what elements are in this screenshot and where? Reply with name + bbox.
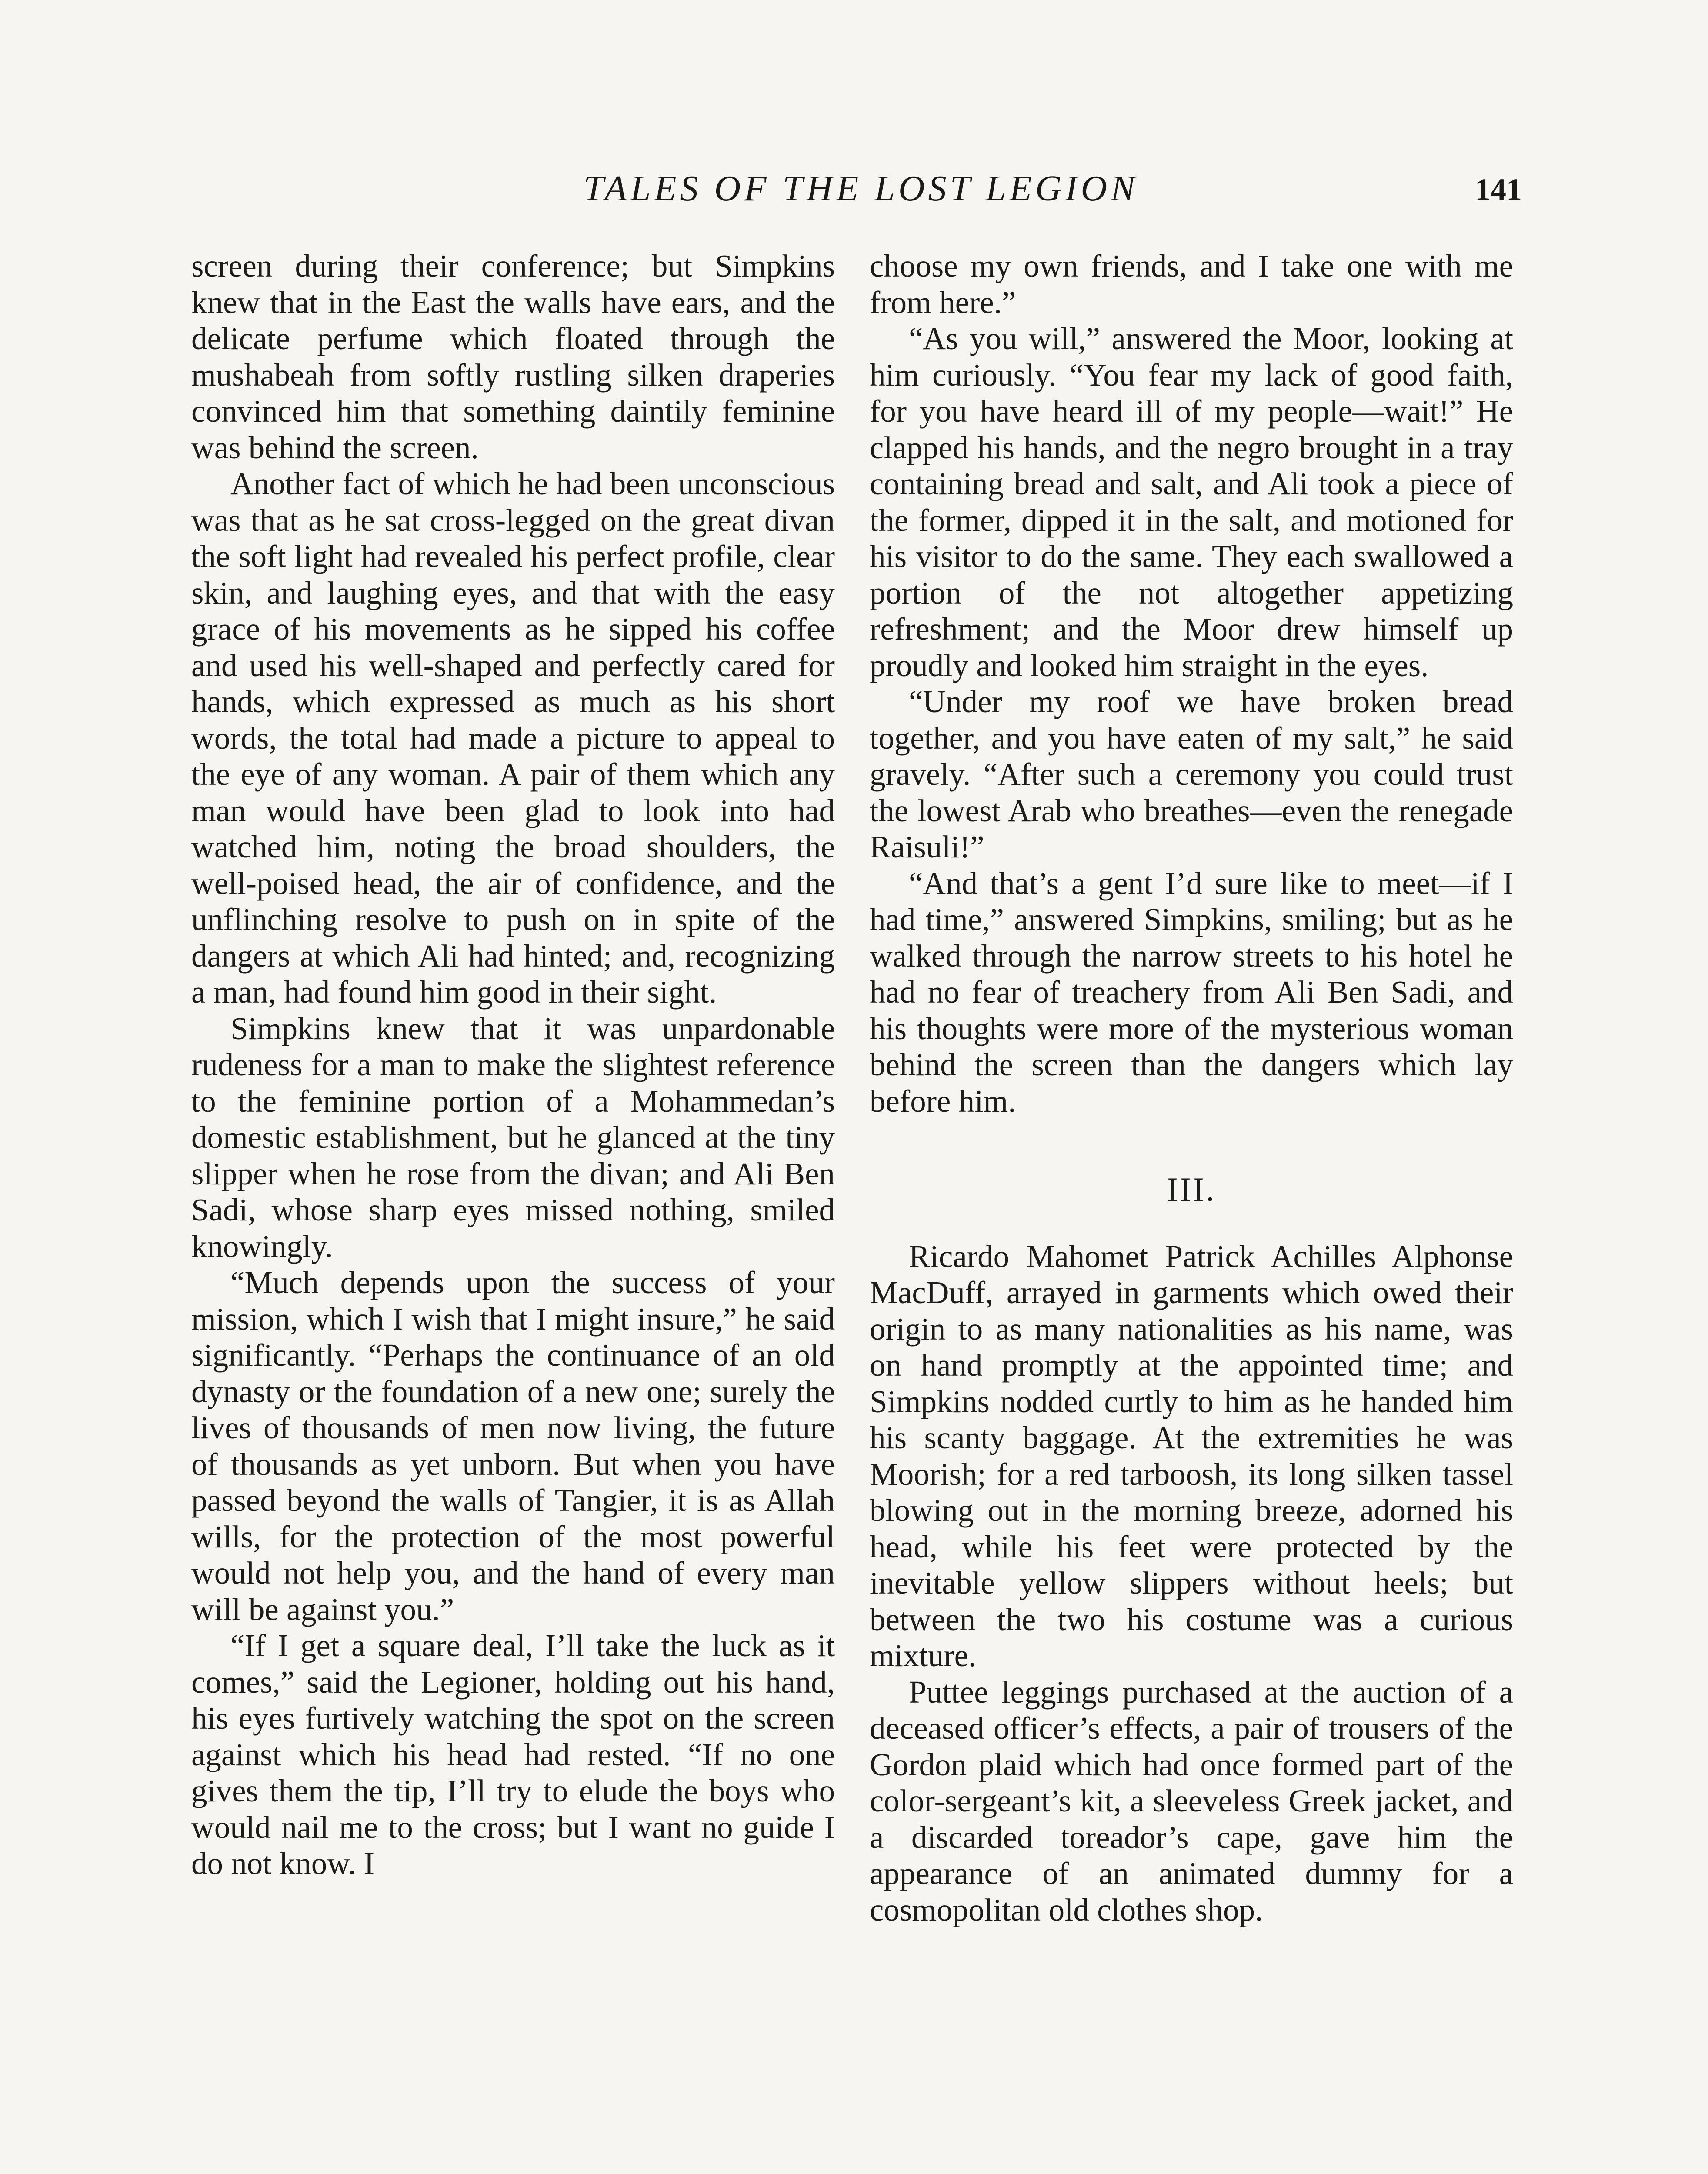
paragraph: “Under my roof we have broken bread together, and you have eaten of my salt,” he said gravely. “After such a ceremony you could trust the lowest Arab who breathes—even the renegade Raisuli!”	[870, 684, 1513, 864]
left-column	[191, 248, 835, 1882]
section-heading: III.	[1167, 1170, 1216, 1208]
paragraph: “Much depends upon the success of your mission, which I wish that I might insure,” he said significantly. “Perhaps the continuance of an old dynasty or the foundation of a new one; surely the lives of thousands of men now living, the future of thousands as yet unborn. But when you have passed beyond the walls of Tangier, it is as Allah wills, for the protection of the most powerful would not help you, and the hand of every man will be against you.”	[191, 1265, 835, 1627]
running-head-title: TALES OF THE LOST LEGION	[583, 168, 1139, 209]
paragraph: Puttee leggings purchased at the auction of a deceased officer’s effects, a pair of trousers of the Gordon plaid which had once formed part of the color-sergeant’s kit, a sleeveless Greek jacket, and a discarded toreador’s cape, gave him the appearance of an animated dummy for a cosmopolitan old clothes shop.	[870, 1674, 1513, 1927]
paragraph: “If I get a square deal, I’ll take the luck as it comes,” said the Legioner, holding out his hand, his eyes furtively watching the spot on the screen against which his head had rested. “If no one gives them the tip, I’ll try to elude the boys who would nail me to the cross; but I want no guide I do not know. I	[191, 1628, 835, 1881]
paragraph: “And that’s a gent I’d sure like to meet—if I had time,” answered Simpkins, smiling; but as he walked through the narrow streets to his hotel he had no fear of treachery from Ali Ben Sadi, and his thoughts were more of the mysterious woman behind the screen than the dangers which lay before him.	[870, 865, 1513, 1119]
paragraph: Ricardo Mahomet Patrick Achilles Alphonse MacDuff, arrayed in garments which owed their origin to as many nationalities as his name, was on hand promptly at the appointed time; and Simpkins nodded curtly to him as he handed him his scanty baggage. At the extremities he was Moorish; for a red tarboosh, its long silken tassel blowing out in the morning breeze, adorned his head, while his feet were protected by the inevitable yellow slippers without heels; but between the two his costume was a curious mixture.	[870, 1238, 1513, 1673]
paragraph: Simpkins knew that it was unpardonable rudeness for a man to make the slightest reference to the feminine portion of a Mohammedan’s domestic establishment, but he glanced at the tiny slipper when he rose from the divan; and Ali Ben Sadi, whose sharp eyes missed nothing, smiled knowingly.	[191, 1010, 835, 1264]
right-column	[870, 248, 1513, 1928]
paragraph: choose my own friends, and I take one with me from here.”	[870, 248, 1513, 320]
paragraph: screen during their conference; but Simpkins knew that in the East the walls have ears, and the delicate perfume which floated through the mushabeah from softly rustling silken draperies convinced him that something daintily feminine was behind the screen.	[191, 248, 835, 465]
paragraph: Another fact of which he had been unconscious was that as he sat cross-legged on the great divan the soft light had revealed his perfect profile, clear skin, and laughing eyes, and that with the easy grace of his movements as he sipped his coffee and used his well-shaped and perfectly cared for hands, which expressed as much as his short words, the total had made a picture to appeal to the eye of any woman. A pair of them which any man would have been glad to look into had watched him, noting the broad shoulders, the well-poised head, the air of confidence, and the unflinching resolve to push on in spite of the dangers at which Ali had hinted; and, recognizing a man, had found him good in their sight.	[191, 466, 835, 1010]
page-number: 141	[1475, 172, 1522, 207]
paragraph: “As you will,” answered the Moor, looking at him curiously. “You fear my lack of good faith, for you have heard ill of my people—wait!” He clapped his hands, and the negro brought in a tray containing bread and salt, and Ali took a piece of the former, dipped it in the salt, and motioned for his visitor to do the same. They each swallowed a portion of the not altogether appetizing refreshment; and the Moor drew himself up proudly and looked him straight in the eyes.	[870, 321, 1513, 683]
